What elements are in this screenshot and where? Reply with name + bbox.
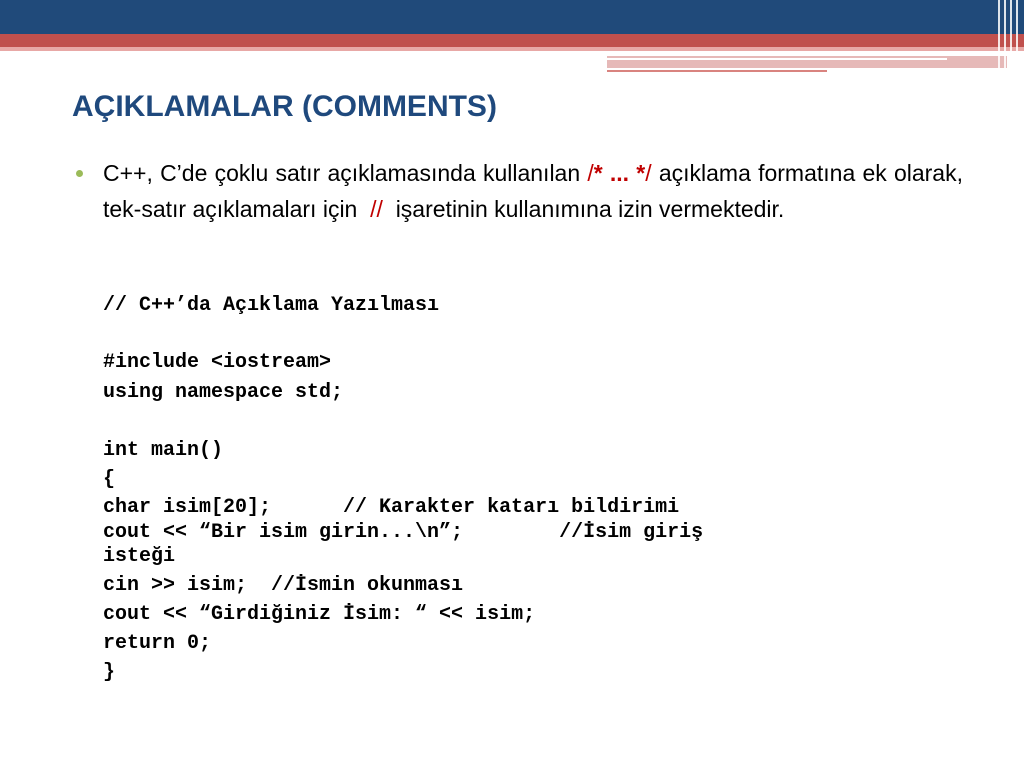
header-band-red (0, 34, 1024, 47)
code-line: #include <iostream> (103, 351, 332, 374)
code-line: return 0; (103, 632, 212, 655)
code-line: { (103, 468, 116, 491)
code-line: using namespace std; (103, 381, 344, 404)
decorative-stripe (998, 0, 1000, 72)
bullet-text-part: açıklama formatına ek olarak, tek-satır açıklamaları için (103, 160, 970, 222)
code-line: int main() (103, 439, 224, 462)
decorative-stripe (1004, 0, 1006, 72)
code-line: char isim[20]; // Karakter katarı bildirimi (103, 496, 680, 519)
decorative-line (607, 58, 947, 60)
multiline-comment-open: / (587, 160, 594, 186)
code-line: cout << “Girdiğiniz İsim: “ << isim; (103, 603, 536, 626)
bullet-text-part: C++, C’de çoklu satır açıklamasında kullanılan (103, 160, 588, 186)
decorative-line (607, 70, 827, 72)
single-line-comment-marker: // (370, 196, 383, 222)
code-line: // C++’da Açıklama Yazılması (103, 294, 440, 317)
code-line: } (103, 661, 116, 684)
code-line: isteği (103, 545, 176, 568)
bullet-paragraph (103, 155, 970, 227)
bullet-dot-icon (76, 170, 83, 177)
header-band-pink (0, 47, 1024, 51)
decorative-stripe (1016, 0, 1018, 72)
multiline-comment-body: * ... * (593, 160, 646, 186)
slide-title: AÇIKLAMALAR (COMMENTS) (72, 90, 497, 123)
decorative-stripe (1010, 0, 1012, 72)
code-line: cin >> isim; //İsmin okunması (103, 574, 464, 597)
bullet-text-part: işaretinin kullanımına izin vermektedir. (382, 196, 785, 222)
header-band-blue (0, 0, 1024, 34)
code-line: cout << “Bir isim girin...\n”; //İsim giriş (103, 521, 704, 544)
decorative-edge-stripes (994, 0, 1024, 72)
multiline-comment-close: / (645, 160, 652, 186)
